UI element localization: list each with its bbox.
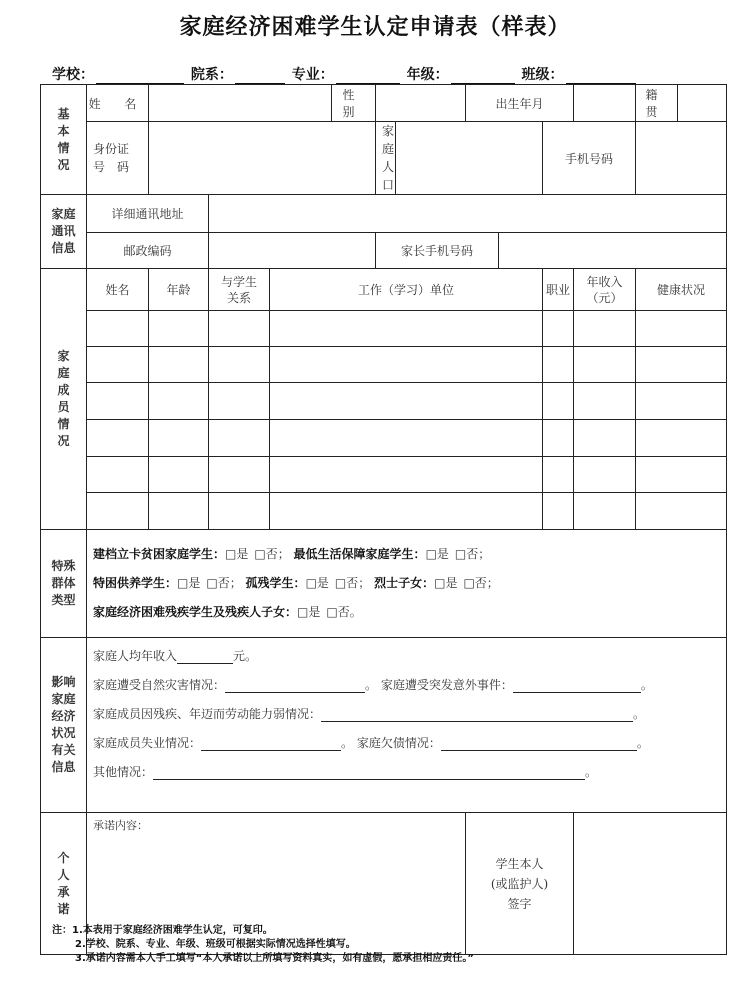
accident-field[interactable] [513, 678, 641, 693]
id-number-label: 身份证 号 码 [87, 122, 149, 195]
checkbox-no[interactable]: □否 [334, 576, 359, 590]
member-health-cell[interactable] [636, 383, 727, 420]
promise-content-label: 承诺内容： [93, 819, 148, 832]
class-label: 班级： [521, 67, 564, 83]
gender-label: 性 别 [332, 85, 376, 122]
family-member-row [41, 420, 727, 457]
postcode-label: 邮政编码 [87, 233, 209, 269]
gender-field[interactable] [376, 85, 466, 122]
mobile-label: 手机号码 [543, 122, 636, 195]
school-label: 学校： [52, 67, 94, 83]
member-age-cell[interactable] [149, 311, 209, 347]
contact-row-1 [41, 195, 727, 233]
section-basic-info: 基 本 情 况 [41, 85, 87, 195]
family-header-workplace: 工作（学习）单位 [270, 269, 543, 311]
school-field[interactable] [96, 69, 184, 84]
id-number-field[interactable] [149, 122, 376, 195]
member-occupation-cell[interactable] [543, 493, 574, 530]
member-name-cell[interactable] [87, 420, 149, 457]
parent-mobile-field[interactable] [499, 233, 727, 269]
family-header-occupation: 职业 [543, 269, 574, 311]
special-group-options [87, 530, 727, 638]
postcode-field[interactable] [209, 233, 376, 269]
mobile-field[interactable] [636, 122, 727, 195]
disaster-line: 家庭遭受自然灾害情况： 。 家庭遭受突发意外事件： 。 [93, 678, 653, 692]
parent-mobile-label: 家长手机号码 [376, 233, 499, 269]
section-family-members: 家 庭 成 员 情 况 [41, 269, 87, 530]
major-label: 专业： [291, 67, 334, 83]
member-name-cell[interactable] [87, 347, 149, 383]
household-size-label: 家庭 人口 [376, 122, 396, 195]
footnote-3: 3.承诺内容需本人手工填写“本人承诺以上所填写资料真实，如有虚假，愿承担相应责任。” [75, 953, 474, 964]
economic-info-row [41, 638, 727, 813]
family-member-row [41, 347, 727, 383]
footnote-2: 2.学校、院系、专业、年级、班级可根据实际情况选择性填写。 [75, 939, 356, 950]
contact-row-2 [41, 233, 727, 269]
member-income-cell[interactable] [574, 493, 636, 530]
member-relation-cell[interactable] [209, 347, 270, 383]
form-title: 家庭经济困难学生认定申请表（样表） [179, 15, 571, 40]
member-health-cell[interactable] [636, 311, 727, 347]
member-workplace-cell[interactable] [270, 311, 543, 347]
member-workplace-cell[interactable] [270, 383, 543, 420]
disaster-field[interactable] [225, 678, 365, 693]
student-info-line [52, 64, 712, 84]
member-income-cell[interactable] [574, 311, 636, 347]
member-income-cell[interactable] [574, 420, 636, 457]
special-group-row [41, 530, 727, 638]
hometown-label: 籍 贯 [636, 85, 678, 122]
basic-row-2 [41, 122, 727, 195]
member-occupation-cell[interactable] [543, 420, 574, 457]
application-form-table [40, 84, 727, 955]
family-header-income: 年收入 （元） [574, 269, 636, 311]
family-member-row [41, 311, 727, 347]
signature-label: 学生本人 (或监护人) 签字 [466, 813, 574, 955]
signature-field[interactable] [574, 813, 727, 955]
basic-row-1 [41, 85, 727, 122]
disability-field[interactable] [321, 707, 633, 722]
member-name-cell[interactable] [87, 383, 149, 420]
grade-field[interactable] [451, 69, 515, 84]
member-workplace-cell[interactable] [270, 493, 543, 530]
checkbox-yes[interactable]: □是 [434, 576, 458, 590]
income-field[interactable] [177, 649, 233, 664]
member-name-cell[interactable] [87, 311, 149, 347]
member-name-cell[interactable] [87, 457, 149, 493]
family-header-health: 健康状况 [636, 269, 727, 311]
hometown-field[interactable] [678, 85, 727, 122]
household-size-field[interactable] [396, 122, 543, 195]
department-field[interactable] [235, 69, 285, 84]
section-personal-promise: 个 人 承 诺 [41, 813, 87, 955]
unemployment-line: 家庭成员失业情况： 。 家庭欠债情况： 。 [93, 736, 649, 750]
checkbox-yes[interactable]: □是 [177, 576, 201, 590]
member-relation-cell[interactable] [209, 311, 270, 347]
income-line: 家庭人均年收入 元。 [93, 649, 258, 663]
family-member-row [41, 493, 727, 530]
section-economic-info: 影响 家庭 经济 状况 有关 信息 [41, 638, 87, 813]
checkbox-no[interactable]: □否 [326, 605, 350, 619]
family-member-row [41, 457, 727, 493]
checkbox-yes[interactable]: □是 [425, 547, 449, 561]
member-workplace-cell[interactable] [270, 420, 543, 457]
member-income-cell[interactable] [574, 383, 636, 420]
member-occupation-cell[interactable] [543, 383, 574, 420]
economic-info-content [87, 638, 727, 813]
family-header-relation: 与学生 关系 [209, 269, 270, 311]
member-workplace-cell[interactable] [270, 457, 543, 493]
other-line: 其他情况： 。 [93, 765, 598, 779]
address-label: 详细通讯地址 [87, 195, 209, 233]
checkbox-no[interactable]: □否 [454, 547, 479, 561]
special-line-3: 家庭经济困难残疾学生及残疾人子女：□是 □否。 [93, 598, 726, 627]
member-occupation-cell[interactable] [543, 457, 574, 493]
member-age-cell[interactable] [149, 493, 209, 530]
disability-line: 家庭成员因残疾、年迈而劳动能力弱情况： 。 [93, 707, 646, 721]
member-health-cell[interactable] [636, 493, 727, 530]
department-label: 院系： [190, 67, 233, 83]
family-header-name: 姓名 [87, 269, 149, 311]
member-occupation-cell[interactable] [543, 347, 574, 383]
member-income-cell[interactable] [574, 347, 636, 383]
major-field[interactable] [336, 69, 400, 84]
member-health-cell[interactable] [636, 420, 727, 457]
member-relation-cell[interactable] [209, 493, 270, 530]
family-header-age: 年龄 [149, 269, 209, 311]
member-age-cell[interactable] [149, 383, 209, 420]
special-line-1: 建档立卡贫困家庭学生：□是 □否； 最低生活保障家庭学生：□是 □否； [93, 540, 726, 569]
member-health-cell[interactable] [636, 457, 727, 493]
member-occupation-cell[interactable] [543, 311, 574, 347]
debt-field[interactable] [441, 736, 637, 751]
other-field[interactable] [153, 765, 585, 780]
member-relation-cell[interactable] [209, 383, 270, 420]
special-line-2: 特困供养学生：□是 □否； 孤残学生：□是 □否； 烈士子女：□是 □否； [93, 569, 726, 598]
checkbox-no[interactable]: □否 [254, 547, 278, 561]
member-age-cell[interactable] [149, 457, 209, 493]
family-header-row [41, 269, 727, 311]
section-family-contact: 家庭 通讯 信息 [41, 195, 87, 269]
birth-label: 出生年月 [466, 85, 574, 122]
member-workplace-cell[interactable] [270, 347, 543, 383]
checkbox-yes[interactable]: □是 [297, 605, 321, 619]
unemployment-field[interactable] [201, 736, 341, 751]
member-health-cell[interactable] [636, 347, 727, 383]
section-special-group: 特殊 群体 类型 [41, 530, 87, 638]
birth-field[interactable] [574, 85, 636, 122]
member-relation-cell[interactable] [209, 420, 270, 457]
checkbox-no[interactable]: □否 [206, 576, 230, 590]
grade-label: 年级： [406, 67, 449, 83]
class-field[interactable] [566, 69, 636, 84]
checkbox-no[interactable]: □否 [463, 576, 487, 590]
address-field[interactable] [209, 195, 727, 233]
name-label: 姓 名 [87, 85, 149, 122]
footnote-1: 注：1.本表用于家庭经济困难学生认定，可复印。 [52, 925, 273, 936]
member-name-cell[interactable] [87, 493, 149, 530]
member-income-cell[interactable] [574, 457, 636, 493]
family-member-row [41, 383, 727, 420]
checkbox-yes[interactable]: □是 [225, 547, 249, 561]
checkbox-yes[interactable]: □是 [305, 576, 329, 590]
name-field[interactable] [149, 85, 332, 122]
member-relation-cell[interactable] [209, 457, 270, 493]
member-age-cell[interactable] [149, 347, 209, 383]
footnotes [52, 924, 474, 966]
member-age-cell[interactable] [149, 420, 209, 457]
